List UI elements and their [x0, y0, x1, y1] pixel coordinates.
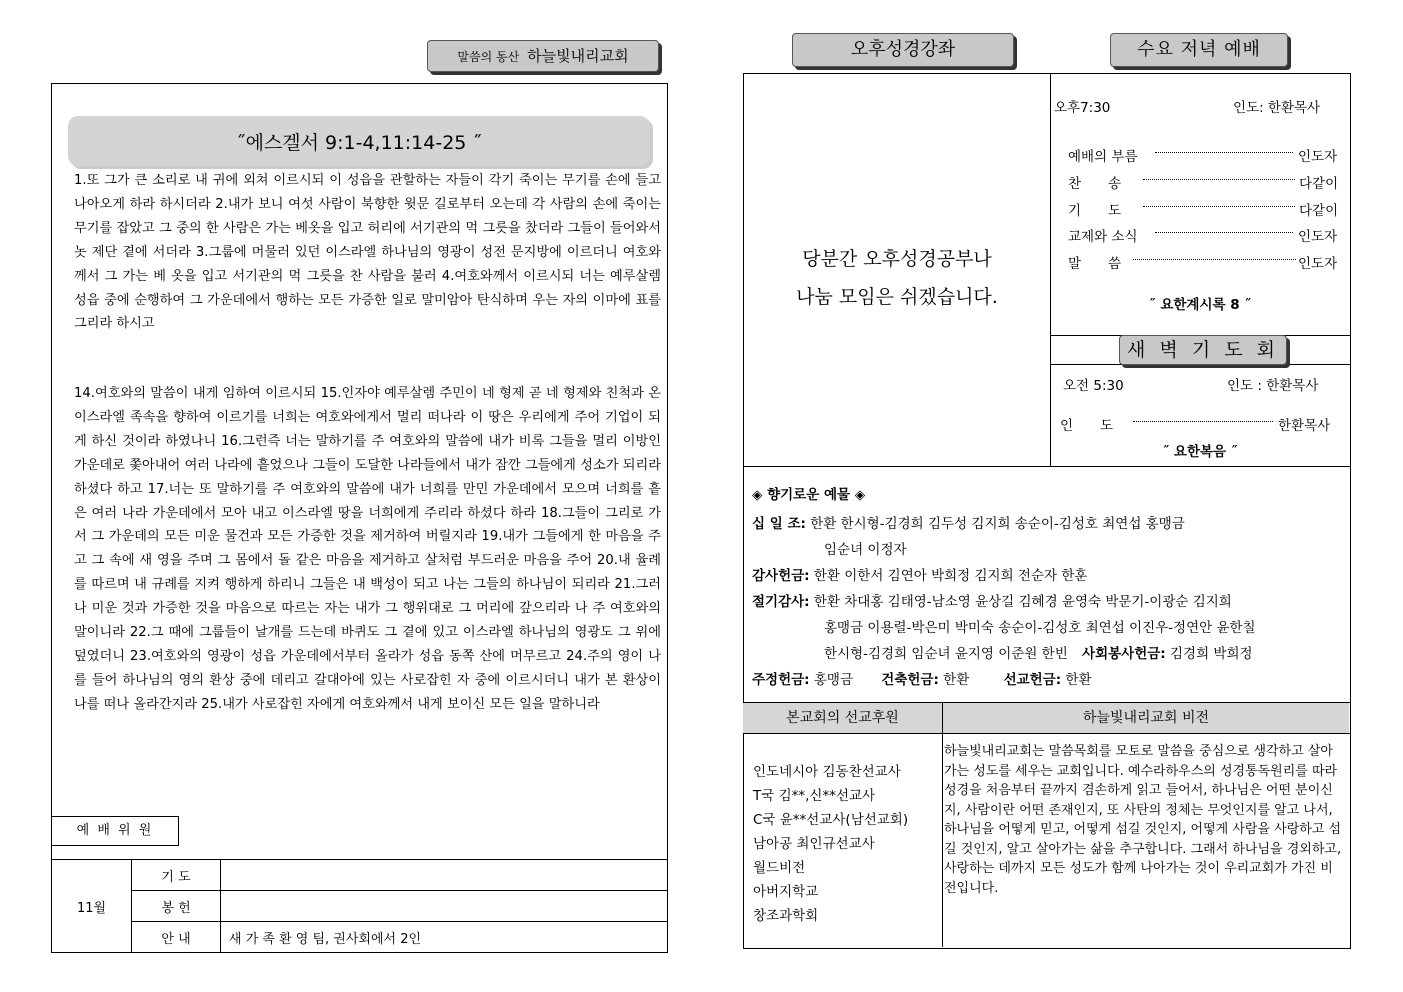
- scripture-title: ˝에스겔서 9:1-4,11:14-25 ˝: [68, 116, 650, 166]
- offering-names: 한환: [1065, 672, 1092, 688]
- offering-label: 선교헌금:: [1003, 672, 1062, 688]
- church-motto: 말씀의 동산: [457, 50, 520, 64]
- order-item: 교제와 소식: [1068, 229, 1138, 245]
- table-row: [52, 922, 668, 953]
- list-item: C국 윤**선교사(남선교회): [753, 812, 909, 828]
- list-item: 월드비전: [753, 860, 806, 876]
- dawn-leader: 인도 : 한환목사: [1227, 378, 1319, 394]
- afternoon-notice: [744, 240, 1050, 316]
- offering-names: 홍맹금 이용렬-박은미 박미숙 송순이-김성호 최연섭 이진우-정연안 윤한칠: [824, 620, 1256, 636]
- offering-names: 임순녀 이정자: [824, 542, 907, 558]
- wednesday-service-tab: 수요 저녁 예배: [1110, 33, 1288, 67]
- offering-line: [752, 668, 1092, 688]
- offering-line: [752, 512, 1185, 532]
- offerings-title: ◈ 향기로운 예물 ◈: [752, 487, 866, 503]
- roster-month: 11월: [52, 860, 132, 953]
- offering-names: 홍맹금: [813, 672, 853, 688]
- order-who: 다같이: [1299, 176, 1339, 192]
- list-item: 남아공 최인규선교사: [753, 836, 875, 852]
- offering-names: 한환: [943, 672, 970, 688]
- roster-value: [221, 860, 668, 891]
- leader-dots: [1155, 232, 1293, 233]
- offering-names: 한시형-김경희 임순녀 윤지영 이준원 한빈: [824, 646, 1068, 662]
- offering-label: 건축헌금:: [881, 672, 939, 688]
- offering-line: [752, 564, 1087, 584]
- divider: [942, 702, 943, 947]
- offering-label: 주정헌금:: [752, 672, 810, 688]
- leader-dots: [1143, 206, 1295, 207]
- order-item: 찬 송: [1068, 176, 1122, 192]
- roster-role: 기 도: [132, 860, 221, 891]
- order-who: 다같이: [1299, 203, 1339, 219]
- order-who: 인도자: [1298, 229, 1338, 245]
- worship-committee-label: 예 배 위 원: [51, 816, 179, 846]
- notice-line: 당분간 오후성경공부나: [802, 248, 992, 270]
- list-item: 아버지학교: [753, 884, 819, 900]
- order-who: 인도자: [1298, 256, 1338, 272]
- church-name-tab: [427, 40, 659, 72]
- dawn-prayer-tab: 새 벽 기 도 회: [1119, 335, 1287, 365]
- leader-dots: [1143, 179, 1295, 180]
- leader-dots: [1133, 421, 1273, 422]
- offering-names: 한환 한시형-김경희 김두성 김지희 송순이-김성호 최연섭 홍맹금: [810, 516, 1185, 532]
- order-item: 예배의 부름: [1068, 149, 1138, 165]
- roster-value: [221, 891, 668, 922]
- dawn-time: 오전 5:30: [1063, 378, 1124, 394]
- divider: [743, 733, 1350, 734]
- scripture-paragraph-2: 14.여호와의 말씀이 내게 임하여 이르시되 15.인자야 예루살렘 주민이 네 형제 곧 네 형제와 친척과 온 이스라엘 족속을 향하여 이르기를 너희는 여호와에게서 멀리 떠나라 이 땅은 우리에게 주어 기업이 되게 하신 것이라 하였나니 16.그런즉 너는 말하기를 주 여호와의 말씀에 내가 비록 그들을 멀리 이방인 가운데로 쫓아내어 여러 나라에 흩었으나 그들이 도달한 나라들에서 내가 잠깐 그들에게 성소가 되리라 하셨다 하고 17.너는 또 말하기를 주 여호와의 말씀에 내가 너희를 만민 가운데에서 모으며 너희를 흩은 여러 나라 가운데에서 모아 내고 이스라엘 땅을 너희에게 주리라 하셨다 하라 18.그들이 그리로 가서 그 가운데의 모든 미운 물건과 모든 가증한 것을 제거하여 버릴지라 19.내가 그들에게 한 마음을 주고 그 속에 새 영을 주며 그 몸에서 돌 같은 마음을 제거하고 살처럼 부드러운 마음을 주어 20.내 율례를 따르며 내 규례를 지켜 행하게 하리니 그들은 내 백성이 되고 나는 그들의 하나님이 되리라 21.그러나 미운 것과 가증한 것을 마음으로 따르는 자는 내가 그 행위대로 그 머리에 갚으리라 나 주 여호와의 말이니라 22.그 때에 그룹들이 날개를 드는데 바퀴도 그 곁에 있고 이스라엘 하나님의 영광도 그 위에 덮였더니 23.여호와의 영광이 성읍 가운데에서부터 올라가 성읍 동쪽 산에 머무르고 24.주의 영이 나를 들어 하나님의 영의 환상 중에 데리고 갈대아에 있는 사로잡힌 자 중에 이르시더니 내가 본 환상이 나를 떠나 올라간지라 25.내가 사로잡힌 자에게 여호와께서 내게 보이신 모든 일을 말하니라: [74, 386, 661, 712]
- leader-dots: [1133, 259, 1296, 260]
- church-name: 하늘빛내리교회: [527, 47, 629, 65]
- vision-text: 하늘빛내리교회는 말씀목회를 모토로 말씀을 중심으로 생각하고 살아가는 성도를 세우는 교회입니다. 예수라하우스의 성경통독원리를 따라 성경을 처음부터 끝까지 겸손하게 읽고 들어서, 하나님은 어떤 분이신지, 사람이란 어떤 존재인지, 또 사탄의 정체는 무엇인지를 알고 나서, 하나님을 어떻게 믿고, 어떻게 섬길 것인지, 어떻게 사람을 사랑하고 섬길 것인지, 알고 살아가는 삶을 추구합니다. 그래서 하나님을 경외하고, 사랑하는 데까지 모든 성도가 함께 나아가는 것이 우리교회가 가진 비전입니다.: [944, 744, 1342, 896]
- offering-line: [824, 642, 1253, 662]
- offering-names: 한환 차대홍 김태영-남소영 윤상길 김혜경 윤영숙 박문기-이광순 김지희: [813, 594, 1232, 610]
- wednesday-time: 오후7:30: [1054, 100, 1111, 116]
- order-item: 기 도: [1068, 203, 1122, 219]
- table-row: [52, 891, 668, 922]
- mission-support-header: 본교회의 선교후원: [743, 703, 942, 733]
- offering-label: 십 일 조:: [752, 516, 806, 532]
- roster-role: 안 내: [132, 922, 221, 953]
- offering-names: 한환 이한서 김연아 박희정 김지희 전순자 한훈: [813, 568, 1088, 584]
- afternoon-bible-class-tab: 오후성경강좌: [792, 33, 1014, 67]
- worship-roster-table: [51, 859, 668, 953]
- notice-line: 나눔 모임은 쉬겠습니다.: [796, 286, 998, 308]
- roster-role: 봉 헌: [132, 891, 221, 922]
- order-who: 인도자: [1298, 149, 1338, 165]
- offering-label: 감사헌금:: [752, 568, 810, 584]
- list-item: T국 김**,신**선교사: [753, 788, 876, 804]
- table-row: [52, 860, 668, 891]
- list-item: 창조과학회: [753, 908, 819, 924]
- offering-line: [752, 590, 1232, 610]
- scripture-paragraph-1: 1.또 그가 큰 소리로 내 귀에 외쳐 이르시되 이 성읍을 관할하는 자들이 각기 죽이는 무기를 손에 들고 나아오게 하라 하시더라 2.내가 보니 여섯 사람이 북향한 윗문 길로부터 오는데 각 사람의 손에 죽이는 무기를 잡았고 그 중의 한 사람은 가는 베옷을 입고 허리에 서기관의 먹 그릇을 찼더라 그들이 들어와서 놋 제단 곁에 서더라 3.그룹에 머물러 있던 이스라엘 하나님의 영광이 성전 문지방에 이르더니 여호와께서 그 가는 베 옷을 입고 서기관의 먹 그릇을 찬 사람을 불러 4.여호와께서 이르시되 너는 예루살렘 성읍 중에 순행하여 그 가운데에서 행하는 모든 가증한 일로 말미암아 탄식하며 우는 자의 이마에 표를 그리라 하시고: [74, 173, 661, 332]
- wednesday-leader: 인도: 한환목사: [1233, 100, 1321, 116]
- dawn-lead-name: 한환목사: [1278, 418, 1331, 434]
- order-item: 말 씀: [1068, 256, 1122, 272]
- vision-header: 하늘빛내리교회 비전: [943, 703, 1349, 733]
- divider: [1050, 74, 1051, 466]
- wednesday-sermon-text: ˝ 요한계시록 8 ˝: [1148, 297, 1252, 313]
- dawn-sermon-text: ˝ 요한복음 ˝: [1162, 444, 1238, 460]
- roster-value: 새 가 족 환 영 팀, 권사회에서 2인: [221, 922, 668, 953]
- offering-names: 김경희 박희정: [1169, 646, 1253, 662]
- list-item: 인도네시아 김동찬선교사: [753, 764, 901, 780]
- leader-dots: [1155, 152, 1293, 153]
- dawn-lead-label: 인 도: [1060, 418, 1114, 434]
- offering-label: 절기감사:: [752, 594, 810, 610]
- divider: [743, 466, 1350, 467]
- mission-list: [753, 760, 908, 928]
- offering-label: 사회봉사헌금:: [1082, 646, 1166, 662]
